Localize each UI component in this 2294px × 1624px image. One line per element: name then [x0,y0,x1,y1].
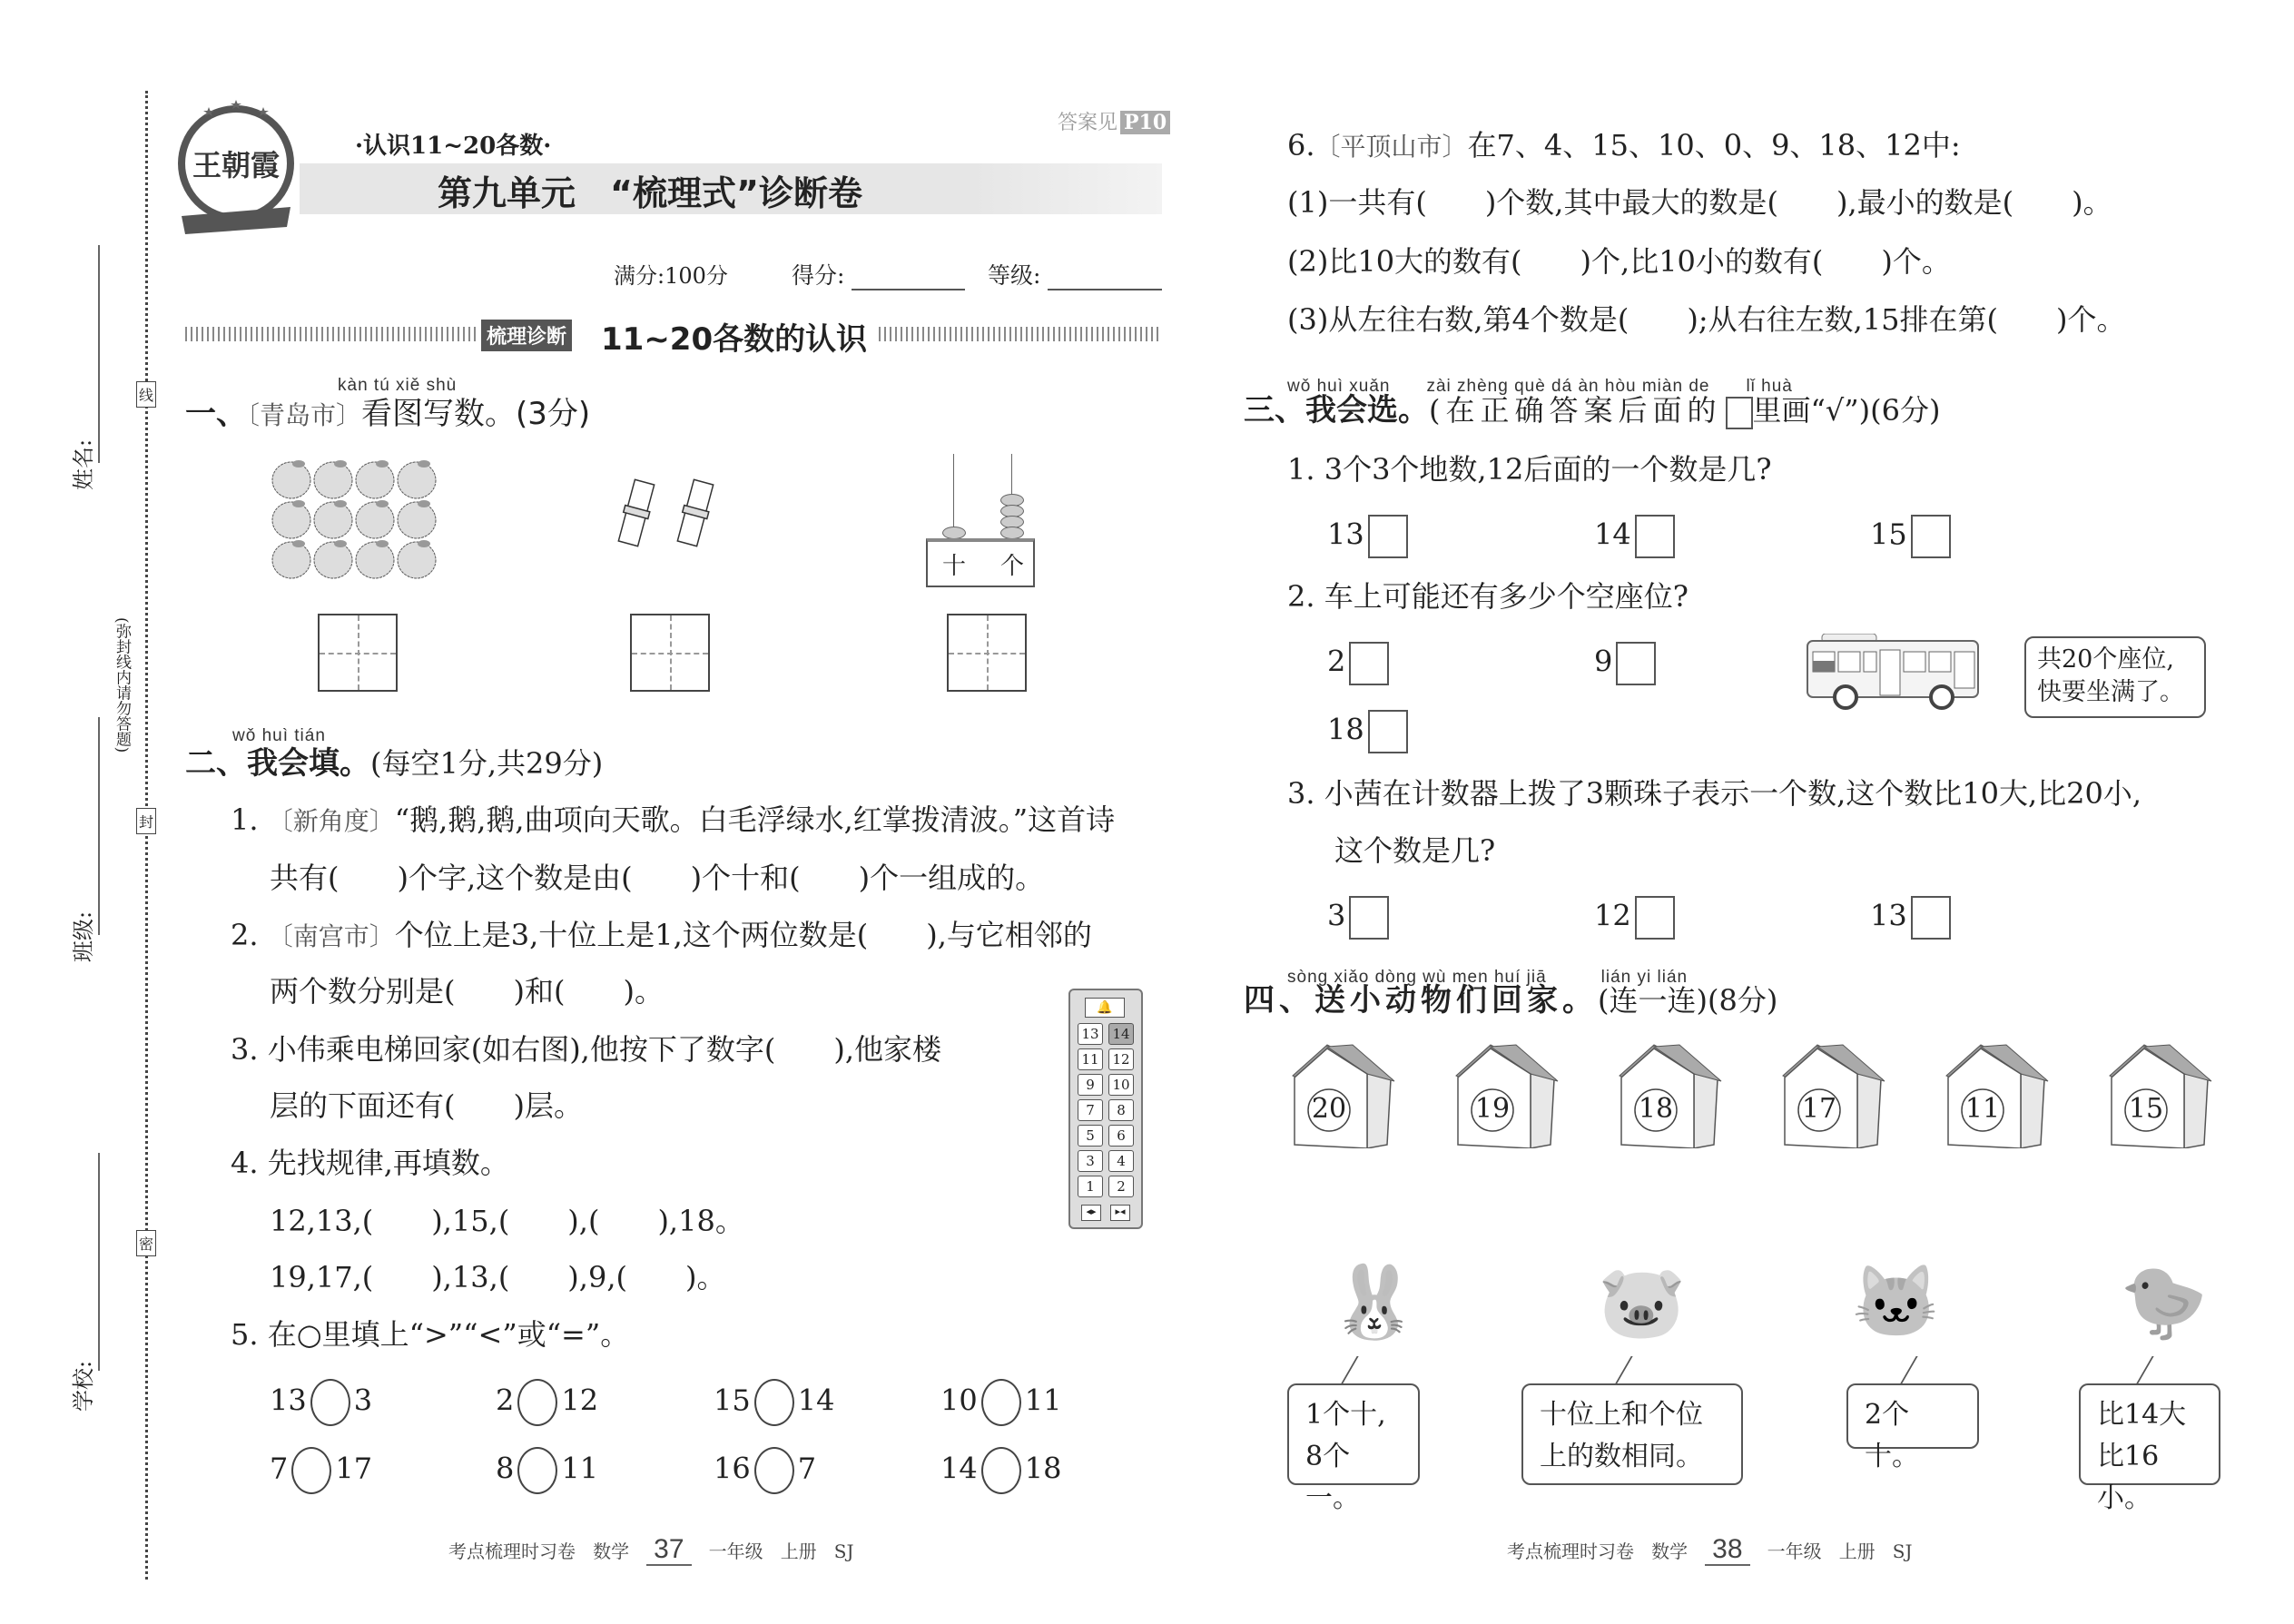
item-line [231,802,1115,840]
pinyin: wǒ huì xuǎn zài zhèng què dá àn hòu miàn de lǐ huà [1287,377,1793,396]
option-number: 12 [1594,898,1631,933]
sticks-bundles-image [613,477,731,566]
binding-mark: 线 [136,381,156,408]
apple-icon [398,500,436,538]
compare-right-number: 11 [561,1451,599,1486]
pig-icon: 🐷 [1598,1262,1687,1343]
full-score: 满分:100分 [614,263,728,289]
compare-left-number: 7 [270,1451,289,1486]
question-title: 三、我会选。 [1244,392,1429,428]
item-source: 〔新角度〕 [267,806,395,836]
name-field[interactable] [98,245,100,463]
item-line: (1)一共有( )个数,其中最大的数是( ),最小的数是( )。 [1287,185,2112,220]
apple-icon [398,460,436,498]
compare-left-number: 16 [714,1451,751,1486]
elevator-button-3: 3 [1078,1150,1103,1172]
section-divider [185,327,476,341]
option-number: 2 [1327,644,1346,679]
option-checkbox[interactable] [1635,515,1675,558]
compare-left-number: 8 [496,1451,515,1486]
option-number: 15 [1870,517,1907,552]
elevator-button-14: 14 [1108,1023,1134,1045]
elevator-button-13: 13 [1078,1023,1103,1045]
section-title: 11~20各数的认识 [601,321,868,358]
choice-option [1870,515,1951,558]
item-source: 〔南宫市〕 [267,921,395,951]
bubble-line: 比16小。 [2097,1441,2160,1514]
option-checkbox[interactable] [1635,896,1675,940]
question-instruction: (连一连)(8分) [1598,983,1778,1018]
item-line [231,917,1092,955]
item-line: (3)从左往右数,第4个数是( );从右往左数,15排在第( )个。 [1287,302,2126,337]
choice-question: 这个数是几? [1334,833,1496,868]
checkbox-sample [1726,397,1753,429]
door-close-icon: ▸◂ [1110,1205,1130,1221]
compare-item [270,1379,372,1426]
item-number: 2. [231,918,259,952]
house-number: 20 [1311,1093,1347,1125]
compare-left-number: 10 [940,1383,978,1418]
choice-question: 2. 车上可能还有多少个空座位? [1287,579,1689,614]
pinyin: sòng xiǎo dòng wù men huí jiā lián yi lián [1287,968,1689,987]
answer-grid-box[interactable] [630,614,710,692]
question-1-heading [185,396,590,434]
house-number: 15 [2128,1093,2164,1125]
question-instruction: (在正确答案后面的 [1429,393,1722,428]
page-number: 38 [1705,1534,1749,1566]
footer-book: 考点梳理时习卷 [1507,1540,1634,1562]
compare-left-number: 14 [940,1451,978,1486]
section-tag: 梳理诊断 [481,320,572,351]
apple-icon [398,540,436,578]
option-checkbox[interactable] [1368,710,1408,753]
question-source: 〔青岛市〕 [247,400,362,430]
speech-bubble [2024,636,2206,718]
footer-subject: 数学 [1651,1540,1689,1562]
compare-item [496,1447,598,1494]
elevator-button-12: 12 [1108,1048,1134,1070]
bubble-tail [1341,1356,1385,1383]
compare-left-number: 2 [496,1383,515,1418]
question-score: (每空1分,共29分) [370,746,604,781]
apples-image [269,458,450,585]
counter-abacus [926,454,1035,588]
item-line: 层的下面还有( )层。 [270,1088,583,1123]
compare-circle-input[interactable] [754,1447,794,1494]
option-number: 3 [1327,898,1346,933]
binding-mark: 封 [136,808,156,834]
compare-left-number: 13 [270,1383,307,1418]
question-title: 四、送小动物们回家。 [1244,982,1598,1019]
abacus-base [926,538,1035,587]
option-checkbox[interactable] [1616,642,1656,685]
item-number: 5. [231,1317,259,1352]
class-label: 班级: [71,910,96,962]
compare-circle-input[interactable] [291,1447,331,1494]
item-text: 小伟乘电梯回家(如右图),他按下了数字( ),他家楼 [267,1032,941,1067]
house-number: 11 [1964,1093,2001,1125]
house-number: 19 [1474,1093,1511,1125]
item-line [231,1145,509,1181]
option-number: 9 [1594,644,1613,679]
name-label: 姓名: [71,438,96,490]
svg-text:王朝霞: 王朝霞 [192,148,281,182]
compare-circle-input[interactable] [754,1379,794,1426]
item-line: 两个数分别是( )和( )。 [270,974,664,1009]
bubble-line: 共20个座位, [2037,645,2174,674]
alarm-bell-icon: 🔔 [1085,998,1125,1018]
item-number: 4. [231,1146,259,1180]
item-number: 6. [1287,128,1315,162]
bubble-line: 8个一。 [1305,1441,1360,1514]
compare-circle-input[interactable] [981,1447,1021,1494]
item-line [231,1316,629,1353]
speech-bubble [2079,1383,2220,1514]
bubble-tail [2137,1356,2181,1383]
brand-logo [172,98,300,234]
answer-grid-box[interactable] [947,614,1027,692]
answer-ref-text: 答案见 [1058,112,1118,134]
question-3-heading [1244,392,1940,429]
elevator-button-8: 8 [1108,1099,1134,1121]
elevator-button-2: 2 [1108,1176,1134,1197]
binding-dotted-line [145,91,148,1580]
item-number: 1. [231,802,259,837]
question-2-heading [185,745,603,782]
apple-icon [314,460,352,498]
option-number: 14 [1594,517,1631,552]
elevator-button-7: 7 [1078,1099,1103,1121]
house-number: 18 [1638,1093,1674,1125]
apple-icon [272,540,310,578]
tens-label: 十 [942,553,967,580]
compare-item [496,1379,598,1426]
abacus-rod [953,454,954,537]
speech-bubble [1521,1383,1743,1485]
compare-right-number: 12 [561,1383,599,1418]
choice-option [1327,896,1389,940]
elevator-button-11: 11 [1078,1048,1103,1070]
house [1451,1043,1561,1147]
cat-icon: 🐱 [1852,1262,1941,1343]
compare-item [940,1447,1061,1494]
footer-edition: SJ [833,1540,854,1562]
option-checkbox[interactable] [1911,515,1951,558]
footer-book: 考点梳理时习卷 [448,1540,576,1562]
item-text: “鹅,鹅,鹅,曲项向天歌。白毛浮绿水,红掌拨清波。”这首诗 [394,802,1116,837]
bubble-tail [1900,1356,1944,1383]
speech-bubble [1846,1383,1979,1472]
bus-image [1806,634,1992,714]
answer-reference [1058,107,1170,135]
option-number: 18 [1327,712,1364,747]
elevator-panel [1068,989,1143,1229]
choice-option [1327,515,1408,558]
footer-edition: SJ [1892,1540,1913,1562]
house [1941,1043,2052,1147]
compare-item [940,1379,1061,1426]
option-checkbox[interactable] [1349,896,1389,940]
compare-right-number: 3 [353,1383,373,1418]
grade-field[interactable] [1048,289,1162,290]
school-label: 学校: [71,1360,96,1412]
choice-question: 3. 小茜在计数器上拨了3颗珠子表示一个数,这个数比10大,比20小, [1287,776,2142,811]
apple-icon [314,500,352,538]
page-footer [448,1534,853,1565]
ones-label: 个 [1000,553,1025,580]
elevator-button-4: 4 [1108,1150,1134,1172]
choice-question: 1. 3个3个地数,12后面的一个数是几? [1287,452,1772,487]
house-number: 17 [1801,1093,1837,1125]
bubble-line: 比14大 [2097,1399,2187,1431]
pinyin: kàn tú xiě shù [338,376,458,395]
house [1287,1043,1398,1147]
compare-item [714,1447,816,1494]
item-text: 先找规律,再填数。 [267,1146,509,1180]
item-line [231,1031,941,1068]
door-open-icon: ◂▸ [1081,1205,1101,1221]
score-label: 得分: [792,262,845,289]
elevator-button-9: 9 [1078,1074,1103,1096]
pinyin: wǒ huì tián [232,726,326,745]
item-text: 在○里填上“>”“<”或“=”。 [267,1317,630,1352]
apple-icon [314,540,352,578]
bubble-line: 2个十。 [1865,1399,1919,1472]
answer-grid-box[interactable] [318,614,398,692]
house [1614,1043,1725,1147]
page-number: 37 [646,1534,691,1566]
footer-term: 上册 [1838,1540,1876,1562]
question-text: 看图写数。(3分) [361,396,591,432]
question-6-heading [1287,127,1961,165]
compare-right-number: 17 [335,1451,373,1486]
compare-right-number: 7 [797,1451,817,1486]
school-field[interactable] [98,1153,100,1371]
binding-mark: 密 [136,1230,156,1256]
compare-right-number: 14 [797,1383,835,1418]
bubble-line: 1个十, [1305,1399,1386,1431]
question-title: 二、我会填。 [185,745,370,782]
apple-icon [272,500,310,538]
item-number: 3. [231,1032,259,1067]
compare-right-number: 18 [1024,1451,1062,1486]
footer-subject: 数学 [593,1540,630,1562]
apple-icon [356,460,394,498]
option-number: 13 [1327,517,1364,552]
item-line: (2)比10大的数有( )个,比10小的数有( )个。 [1287,244,1951,279]
abacus-bead [942,527,966,539]
sequence-line: 12,13,( ),15,( ),( ),18。 [270,1204,744,1238]
option-checkbox[interactable] [1349,642,1389,685]
choice-option [1594,642,1656,685]
compare-item [270,1447,372,1494]
elevator-button-10: 10 [1108,1074,1134,1096]
option-number: 13 [1870,898,1907,933]
bubble-line: 快要坐满了。 [2037,678,2184,706]
apple-icon [272,460,310,498]
choice-option [1870,896,1951,940]
item-text: 在7、4、15、10、0、9、18、12中: [1467,128,1961,162]
sequence-line: 19,17,( ),13,( ),9,( )。 [270,1260,726,1294]
bubble-tail [1615,1356,1659,1383]
option-checkbox[interactable] [1368,515,1408,558]
house [1777,1043,1888,1147]
compare-circle-input[interactable] [517,1447,557,1494]
house [2104,1043,2215,1147]
question-number: 一、 [185,396,247,432]
rabbit-icon: 🐰 [1330,1262,1419,1343]
compare-circle-input[interactable] [310,1379,350,1426]
footer-grade: 一年级 [708,1540,763,1562]
elevator-button-5: 5 [1078,1125,1103,1147]
page-footer [1507,1534,1912,1565]
option-checkbox[interactable] [1911,896,1951,940]
class-field[interactable] [98,717,100,935]
abacus-bead [1000,527,1024,539]
footer-term: 上册 [780,1540,817,1562]
item-line: 共有( )个字,这个数是由( )个十和( )个一组成的。 [270,861,1045,895]
elevator-button-1: 1 [1078,1176,1103,1197]
score-field[interactable] [852,289,965,290]
choice-option [1327,710,1408,753]
choice-option [1594,896,1675,940]
compare-item [714,1379,834,1426]
elevator-button-6: 6 [1108,1125,1134,1147]
choice-option [1594,515,1675,558]
apple-icon [356,540,394,578]
grade-label: 等级: [988,262,1041,289]
item-source: 〔平顶山市〕 [1314,132,1468,162]
answer-page-badge: P10 [1120,111,1170,134]
compare-left-number: 15 [714,1383,751,1418]
item-text: 个位上是3,十位上是1,这个两位数是( ),与它相邻的 [394,918,1092,952]
compare-circle-input[interactable] [981,1379,1021,1426]
speech-bubble [1287,1383,1420,1514]
apple-icon [356,500,394,538]
compare-right-number: 11 [1024,1383,1062,1418]
notice: (弥封线内请勿答题) [113,617,131,753]
bubble-line: 十位上和个位 [1540,1399,1703,1431]
question-4-heading [1244,982,1777,1019]
page-title: 第九单元 “梳理式”诊断卷 [438,173,862,213]
section-divider [879,327,1162,341]
footer-grade: 一年级 [1767,1540,1822,1562]
compare-circle-input[interactable] [517,1379,557,1426]
bubble-line: 上的数相同。 [1540,1441,1703,1472]
unit-subtitle: ·认识11~20各数· [355,133,552,160]
choice-option [1327,642,1389,685]
question-instruction: 里画“√”)(6分) [1752,393,1941,428]
chick-icon: 🐤 [2120,1262,2209,1343]
